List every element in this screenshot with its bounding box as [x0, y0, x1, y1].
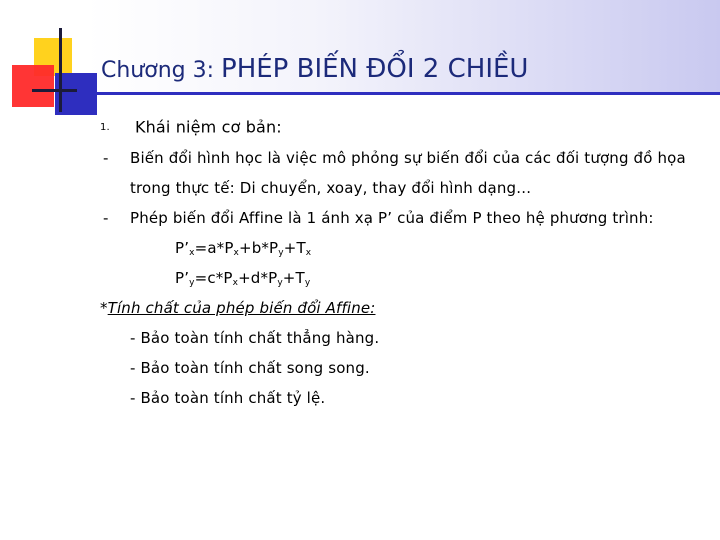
slide-content [100, 116, 710, 413]
property-item: - Bảo toàn tính chất thẳng hàng. [130, 328, 380, 347]
property-item: - Bảo toàn tính chất tỷ lệ. [130, 388, 326, 407]
decor-vertical-line [59, 28, 62, 112]
section-heading [100, 116, 710, 139]
title-underline [96, 92, 720, 95]
title-prefix: Chương 3: [101, 58, 222, 83]
properties-star: * [100, 298, 108, 317]
slide-title [101, 47, 528, 85]
formula-x: $P’_x=a*P_x+b*P_y+T_x$ [175, 238, 312, 258]
bullet-marker: - [103, 148, 109, 167]
section-title: Khái niệm cơ bản: [135, 117, 282, 137]
properties-heading-text: Tính chất của phép biến đổi Affine: [107, 298, 376, 317]
title-main: PHÉP BIẾN ĐỔI 2 CHIỀU [221, 54, 529, 84]
bullet-text: Biến đổi hình học là việc mô phỏng sự biến đổi của các đối tượng đồ họa trong thực tế: Di chuyển, xoay, thay đổi hình dạng… [130, 148, 686, 197]
properties-heading [100, 293, 710, 323]
bullet-marker: - [103, 208, 109, 227]
bullet-text: Phép biến đổi Affine là 1 ánh xạ P’ của điểm P theo hệ phương trình: [130, 208, 654, 227]
formula-y: $P’_y=c*P_x+d*P_y+T_y$ [175, 268, 311, 288]
bullet-item-1 [100, 143, 710, 203]
property-item: - Bảo toàn tính chất song song. [130, 358, 370, 377]
bullet-item-2 [100, 203, 710, 233]
section-number: 1. [100, 121, 110, 133]
decor-red-square [12, 65, 54, 107]
decor-horizontal-line [32, 89, 77, 92]
